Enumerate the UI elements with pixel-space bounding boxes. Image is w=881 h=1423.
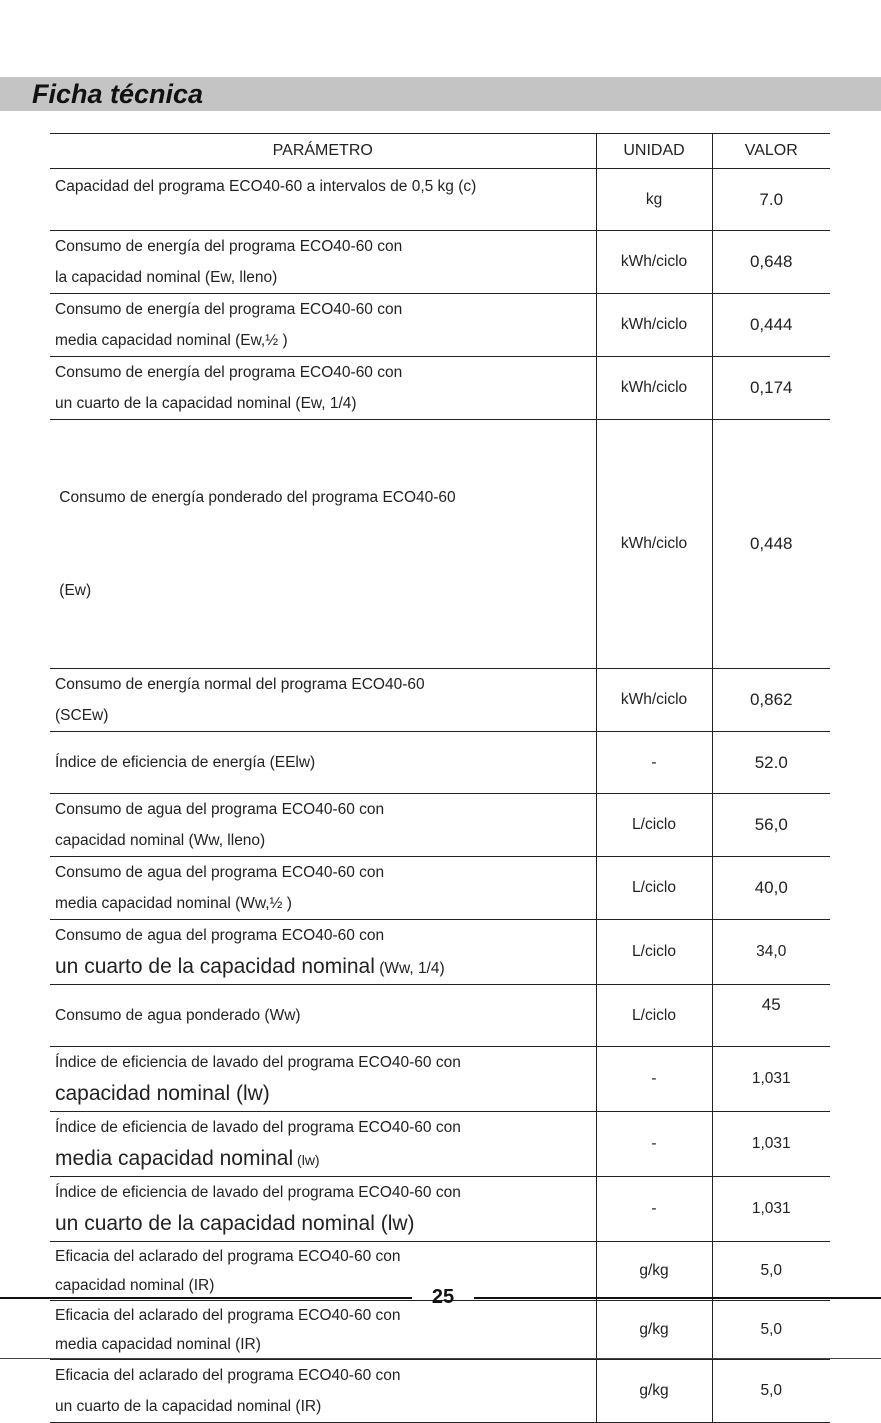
table-row	[50, 420, 830, 669]
table-row	[50, 169, 830, 231]
value-cell: 52.0	[712, 732, 830, 794]
parameter-line2	[55, 951, 596, 984]
parameter-line2	[55, 1143, 596, 1176]
table-row	[50, 294, 830, 357]
parameter-cell	[50, 1242, 596, 1301]
parameter-cell	[50, 1301, 596, 1360]
parameter-cell	[50, 920, 596, 985]
parameter-line2: la capacidad nominal (Ew, lleno)	[55, 269, 278, 286]
header-parameter: PARÁMETRO	[50, 134, 596, 169]
parameter-line2	[55, 1208, 596, 1241]
parameter-cell	[50, 1112, 596, 1177]
table-row	[50, 1301, 830, 1360]
parameter-cell	[50, 420, 596, 669]
parameter-line2-large: un cuarto de la capacidad nominal (lw)	[55, 1212, 415, 1235]
footer-rule-left	[0, 1297, 412, 1299]
parameter-line1: Consumo de agua del programa ECO40-60 con	[55, 801, 385, 818]
unit-cell: -	[596, 1177, 712, 1242]
value-cell: 45	[712, 985, 830, 1047]
value-cell: 1,031	[712, 1112, 830, 1177]
parameter-line2: media capacidad nominal (Ew,½ )	[55, 332, 288, 349]
parameter-line1: Índice de eficiencia de lavado del programa ECO40-60 con	[55, 1054, 461, 1071]
unit-cell: kWh/ciclo	[596, 420, 712, 669]
parameter-line1: Consumo de agua del programa ECO40-60 con	[55, 864, 385, 881]
table-row	[50, 920, 830, 985]
parameter-line2: un cuarto de la capacidad nominal (Ew, 1/4)	[55, 395, 357, 412]
unit-cell: -	[596, 732, 712, 794]
table-header-row	[50, 134, 830, 169]
value-cell: 5,0	[712, 1301, 830, 1360]
unit-cell: L/ciclo	[596, 794, 712, 857]
table-row	[50, 1177, 830, 1242]
parameter-line2-large: media capacidad nominal	[55, 1147, 294, 1170]
unit-cell: kWh/ciclo	[596, 669, 712, 732]
bottom-edge-rule	[0, 1358, 881, 1359]
parameter-line2-small: (Ww, 1/4)	[374, 960, 445, 977]
value-cell: 1,031	[712, 1177, 830, 1242]
parameter-line1: Consumo de energía ponderado del programa ECO40-60	[55, 489, 456, 506]
parameter-cell	[50, 669, 596, 732]
parameter-line2: capacidad nominal (Ww, lleno)	[55, 832, 266, 849]
parameter-line1: Eficacia del aclarado del programa ECO40-60 con	[55, 1367, 401, 1384]
value-cell: 0,444	[712, 294, 830, 357]
parameter-line1: Eficacia del aclarado del programa ECO40-60 con	[55, 1248, 401, 1265]
parameter-line1: Eficacia del aclarado del programa ECO40-60 con	[55, 1307, 401, 1324]
value-cell: 0,174	[712, 357, 830, 420]
table-row	[50, 1112, 830, 1177]
value-cell: 0,648	[712, 231, 830, 294]
value-cell: 40,0	[712, 857, 830, 920]
unit-cell: -	[596, 1112, 712, 1177]
parameter-line1: Consumo de energía del programa ECO40-60 con	[55, 301, 403, 318]
parameter-cell	[50, 231, 596, 294]
parameter-cell	[50, 794, 596, 857]
parameter-line1: Consumo de agua del programa ECO40-60 con	[55, 927, 385, 944]
value-cell: 1,031	[712, 1047, 830, 1112]
parameter-line1: Consumo de energía del programa ECO40-60 con	[55, 364, 403, 381]
parameter-line2: media capacidad nominal (Ww,½ )	[55, 895, 292, 912]
value-cell: 0,448	[712, 420, 830, 669]
page-title: Ficha técnica	[32, 79, 204, 109]
unit-cell: L/ciclo	[596, 985, 712, 1047]
parameter-cell	[50, 169, 596, 231]
value-cell: 56,0	[712, 794, 830, 857]
table-row	[50, 732, 830, 794]
value-cell: 5,0	[712, 1242, 830, 1301]
unit-cell: kWh/ciclo	[596, 294, 712, 357]
table-row	[50, 357, 830, 420]
table-row	[50, 669, 830, 732]
parameter-cell	[50, 857, 596, 920]
parameter-cell	[50, 1047, 596, 1112]
parameter-line2-large: capacidad nominal (lw)	[55, 1082, 270, 1105]
parameter-line1: Índice de eficiencia de lavado del programa ECO40-60 con	[55, 1184, 461, 1201]
page-number: 25	[431, 1286, 455, 1308]
unit-cell: g/kg	[596, 1360, 712, 1423]
parameter-cell	[50, 357, 596, 420]
parameter-line2: (SCEw)	[55, 707, 109, 724]
value-cell: 7.0	[712, 169, 830, 231]
table-row	[50, 1360, 830, 1423]
parameter-line2: (Ew)	[55, 582, 92, 599]
spec-table	[50, 133, 830, 1423]
unit-cell: g/kg	[596, 1301, 712, 1360]
parameter-line1: Consumo de energía del programa ECO40-60 con	[55, 238, 403, 255]
parameter-line1: Índice de eficiencia de energía (EElw)	[55, 754, 316, 771]
table-row	[50, 985, 830, 1047]
unit-cell: g/kg	[596, 1242, 712, 1301]
parameter-line2-small: (lw)	[293, 1152, 320, 1168]
table-row	[50, 231, 830, 294]
unit-cell: kWh/ciclo	[596, 357, 712, 420]
parameter-line2-large: un cuarto de la capacidad nominal	[55, 955, 375, 978]
header-value: VALOR	[712, 134, 830, 169]
unit-cell: kg	[596, 169, 712, 231]
unit-cell: L/ciclo	[596, 857, 712, 920]
unit-cell: kWh/ciclo	[596, 231, 712, 294]
footer-rule-right	[474, 1297, 881, 1299]
header-unit: UNIDAD	[596, 134, 712, 169]
unit-cell: L/ciclo	[596, 920, 712, 985]
parameter-line1: Capacidad del programa ECO40-60 a intervalos de 0,5 kg (c)	[55, 178, 477, 195]
parameter-cell	[50, 1177, 596, 1242]
parameter-line2: media capacidad nominal (IR)	[55, 1336, 261, 1353]
parameter-cell	[50, 1360, 596, 1423]
value-cell: 5,0	[712, 1360, 830, 1423]
unit-cell: -	[596, 1047, 712, 1112]
table-row	[50, 1047, 830, 1112]
value-cell: 0,862	[712, 669, 830, 732]
parameter-line1: Consumo de energía normal del programa ECO40-60	[55, 676, 425, 693]
parameter-line1: Consumo de agua ponderado (Ww)	[55, 1007, 301, 1024]
parameter-cell	[50, 985, 596, 1047]
value-cell: 34,0	[712, 920, 830, 985]
title-bar	[0, 77, 881, 111]
parameter-line1: Índice de eficiencia de lavado del programa ECO40-60 con	[55, 1119, 461, 1136]
parameter-line2	[55, 1078, 596, 1111]
parameter-line2: un cuarto de la capacidad nominal (IR)	[55, 1398, 322, 1415]
table-row	[50, 794, 830, 857]
parameter-cell	[50, 294, 596, 357]
table-row	[50, 857, 830, 920]
parameter-cell	[50, 732, 596, 794]
parameter-line2: capacidad nominal (IR)	[55, 1277, 215, 1294]
